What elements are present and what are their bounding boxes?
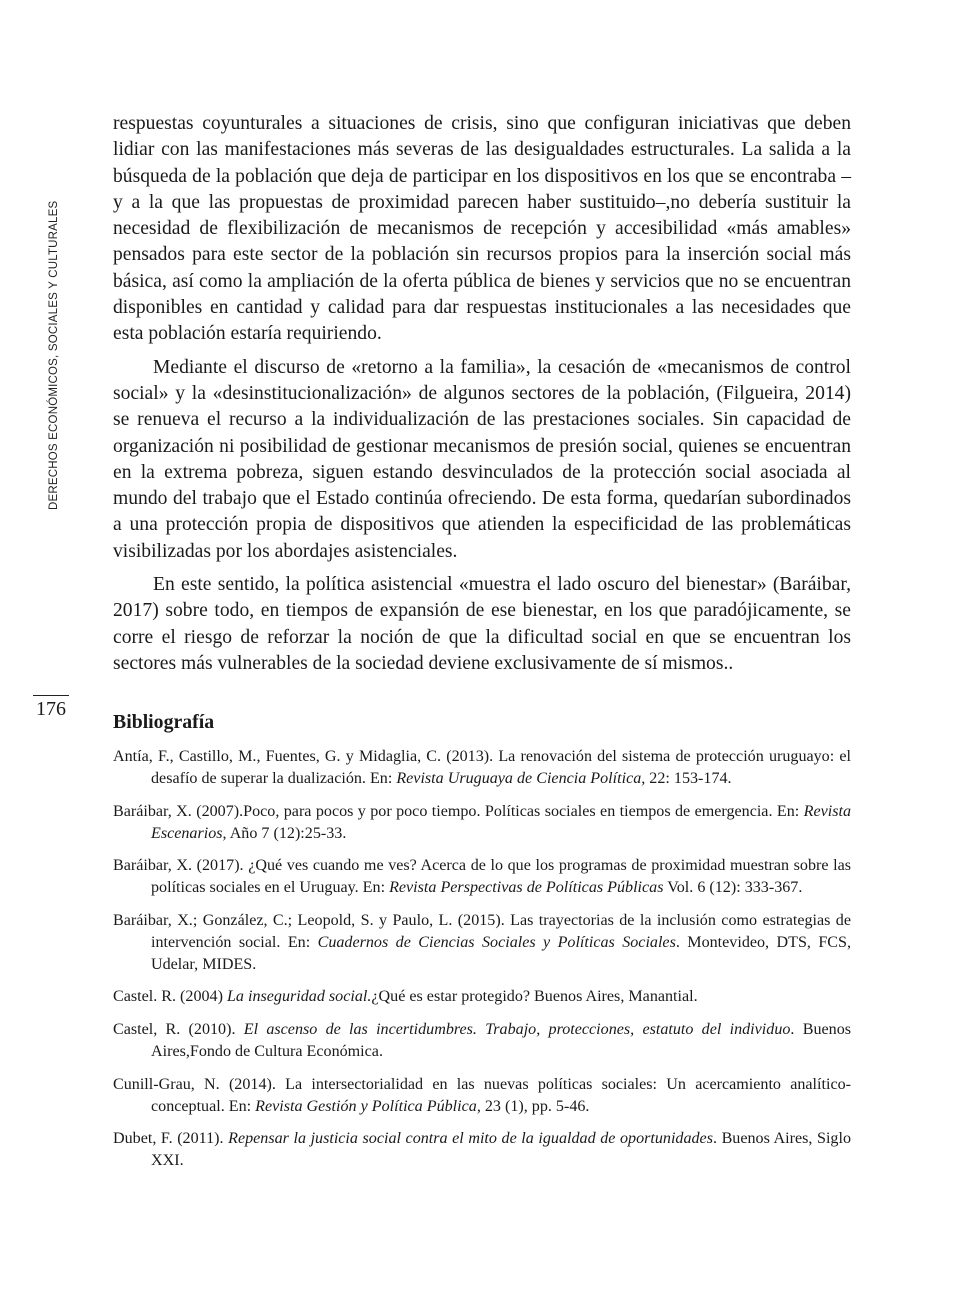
reference-text: , 23 (1), pp. 5-46. bbox=[476, 1097, 590, 1115]
body-paragraph: En este sentido, la política asistencial «muestra el lado oscuro del bienestar» (Baráibar, 2017) sobre todo, en tiempos de expansión de ese bienestar, en los que paradójicamente, se corre el riesgo de reforzar la noción de que la dificultad social en que se encuentran los sectores más vulnerables de la sociedad deviene exclusivamente de sí mismos.. bbox=[113, 574, 851, 674]
reference-text: Baráibar, X. (2007).Poco, para pocos y por poco tiempo. Políticas sociales en tiempos de emergencia. En: bbox=[113, 802, 804, 820]
reference-text: ¿Qué es estar protegido? Buenos Aires, Manantial. bbox=[371, 988, 698, 1006]
running-head: DERECHOS ECONÓMICOS, SOCIALES Y CULTURALES bbox=[48, 200, 60, 510]
reference-text: . Buenos Aires, Siglo XXI. bbox=[151, 1130, 851, 1170]
reference-text: 22: 153-174. bbox=[645, 770, 732, 788]
bibliography-entry bbox=[113, 1074, 851, 1118]
bibliography-entry bbox=[113, 855, 851, 899]
page-number-rule bbox=[33, 695, 69, 696]
reference-title: Revista Perspectivas de Políticas Públicas bbox=[389, 879, 664, 897]
body-paragraph: respuestas coyunturales a situaciones de crisis, sino que configuran iniciativas que deben lidiar con las manifestaciones más severas de las desigualdades estructurales. La salida a la búsqueda de la población que deja de participar en los dispositivos en los que se encontraba –y a la que las propuestas de proximidad parecen haber sustituido–,no debería sustituir la necesidad de flexibilización de mecanismos de recepción y accesibilidad «más amables» pensados para este sector de la población sin recursos propios para la inserción social más básica, así como la ampliación de la oferta pública de bienes y servicios que no se encuentran disponibles en cantidad y calidad para dar respuestas institucionales a las necesidades que esta población estaría requiriendo. bbox=[113, 113, 851, 345]
reference-text: Vol. 6 (12): 333-367. bbox=[663, 879, 803, 897]
reference-title: Repensar la justicia social contra el mito de la igualdad de oportunidades bbox=[228, 1130, 713, 1148]
reference-text: . Montevideo, DTS, FCS, Udelar, MIDES. bbox=[151, 933, 851, 973]
bibliography-entry bbox=[113, 746, 851, 790]
page-number: 176 bbox=[36, 698, 66, 720]
reference-text: Baráibar, X.; González, C.; Leopold, S. y Paulo, L. (2015). Las trayectorias de la inclusión como estrategias de intervención social. En: bbox=[113, 912, 851, 951]
reference-text: Cunill-Grau, N. (2014). La intersectorialidad en las nuevas políticas sociales: Un acercamiento analítico-conceptual. En: bbox=[113, 1075, 851, 1115]
reference-text: Castel, R. (2010). bbox=[113, 1021, 244, 1039]
bibliography-entry bbox=[113, 1128, 851, 1172]
reference-title: El ascenso de las incertidumbres. Trabajo, protecciones, estatuto del individuo bbox=[243, 1021, 791, 1039]
reference-title: Revista Escenarios bbox=[151, 802, 851, 842]
bibliography-heading: Bibliografía bbox=[113, 711, 215, 734]
reference-text: Antía, F., Castillo, M., Fuentes, G. y Midaglia, C. (2013). La renovación del sistema de protección uruguayo: el desafío de superar la dualización. En: bbox=[113, 748, 851, 788]
reference-text: Baráibar, X. (2017). ¿Qué ves cuando me ves? Acerca de lo que los programas de proximidad muestran sobre las políticas sociales en el Uruguay. En: bbox=[113, 857, 851, 897]
reference-title: Revista Gestión y Política Pública bbox=[255, 1097, 477, 1115]
reference-text: . Buenos Aires,Fondo de Cultura Económica. bbox=[151, 1021, 852, 1060]
bibliography-list bbox=[113, 746, 851, 1172]
bibliography-entry bbox=[113, 986, 851, 1008]
reference-title: La inseguridad social. bbox=[226, 988, 372, 1006]
reference-title: Revista Uruguaya de Ciencia Política, bbox=[396, 770, 646, 788]
body-paragraph: Mediante el discurso de «retorno a la familia», la cesación de «mecanismos de control social» y la «desinstitucionalización» de algunos sectores de la población, (Filgueira, 2014) se renueva el recurso a la individualización de las prestaciones sociales. Sin capacidad de organización ni posibilidad de gestionar mecanismos de presión social, quienes se encuentran en la extrema pobreza, siguen estando desvinculados de la protección social asociada al mundo del trabajo que el Estado continúa ofreciendo. De esta forma, quedarían subordinados a una protección propia de dispositivos que atienden la especificidad de las problemáticas visibilizadas por los abordajes asistenciales. bbox=[113, 356, 851, 562]
bibliography-entry bbox=[113, 801, 851, 845]
bibliography-entry bbox=[113, 1019, 851, 1063]
page-body bbox=[113, 111, 851, 1183]
reference-text: Castel. R. (2004) bbox=[113, 988, 227, 1006]
reference-title: Cuadernos de Ciencias Sociales y Políticas Sociales bbox=[317, 933, 676, 951]
reference-text: Dubet, F. (2011). bbox=[113, 1130, 229, 1148]
reference-text: , Año 7 (12):25-33. bbox=[222, 824, 347, 842]
bibliography-entry bbox=[113, 910, 851, 975]
